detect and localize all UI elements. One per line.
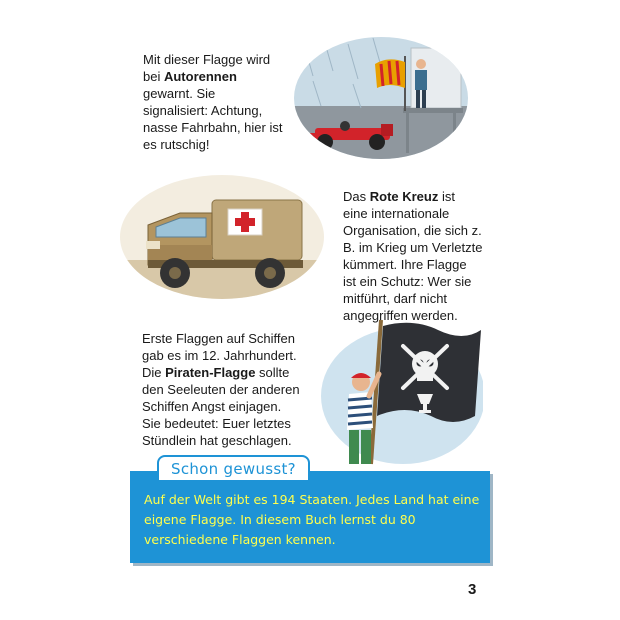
text-bold-term: Piraten-Flagge — [165, 365, 256, 380]
text-plain: gewarnt. Sie signalisiert: Achtung, nasse Fahrbahn, hier ist es rutschig! — [143, 86, 283, 152]
text-plain: Mit dieser Flagge wird bei — [143, 52, 271, 84]
page-number: 3 — [468, 581, 477, 598]
text-bold-term: Autorennen — [163, 69, 237, 84]
racing-flag-illustration — [293, 36, 468, 161]
red-cross-truck-illustration — [120, 175, 325, 300]
info-box-text: Auf der Welt gibt es 194 Staaten. Jedes Land hat eine eigene Flagge. In diesem Buch lernst du 80 verschiedene Flaggen kennen. — [144, 492, 480, 547]
text-plain: ist eine internationale Organisation, die sich z. B. im Krieg um Verletzte kümmert. Ihre Flagge ist ein Schutz: Wer sie mitführt, darf nicht angegriffen werden. — [343, 189, 483, 323]
text-plain: sollte den Seeleuten der anderen Schiffen Angst einjagen. Sie bedeutet: Euer letztes Stündlein hat geschlagen. — [142, 365, 300, 448]
text-bold-term: Rote Kreuz — [369, 189, 439, 204]
text-racing-flag — [143, 51, 283, 153]
pirate-flag-illustration — [313, 316, 483, 466]
text-red-cross — [343, 188, 483, 324]
text-plain: Das — [343, 189, 370, 204]
text-pirate-flag — [142, 330, 302, 449]
text-plain: Erste Flaggen auf Schiffen gab es im 12. Jahrhundert. Die — [142, 331, 297, 380]
info-box-heading: Schon gewusst? — [157, 455, 310, 480]
